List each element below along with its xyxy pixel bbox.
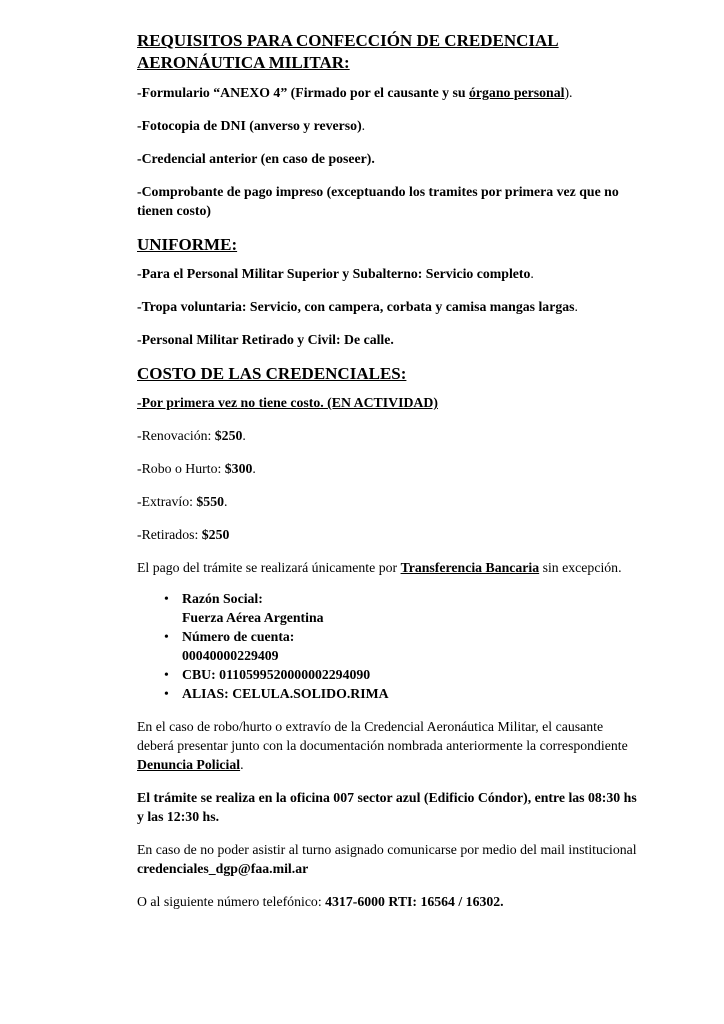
account-number-value: 00040000229409 bbox=[182, 648, 279, 663]
requirement-form-text: -Formulario “ANEXO 4” (Firmado por el causante y su bbox=[137, 85, 470, 100]
bullet-icon: • bbox=[164, 686, 169, 701]
cost-loss-value: $550 bbox=[196, 494, 224, 509]
bullet-icon: • bbox=[164, 667, 169, 682]
requirement-payment-line-1: -Comprobante de pago impreso (exceptuando los tramites por primera vez que no bbox=[137, 184, 619, 199]
uniform-superior-end: . bbox=[530, 266, 534, 281]
uniform-heading: UNIFORME: bbox=[137, 235, 238, 254]
document-title bbox=[137, 30, 697, 74]
police-report-text: Denuncia Policial bbox=[137, 757, 241, 772]
requirement-form bbox=[137, 83, 697, 102]
bullet-icon: • bbox=[164, 591, 169, 606]
contact-email-text: En caso de no poder asistir al turno asignado comunicarse por medio del mail institucional bbox=[137, 842, 637, 857]
requirement-payment-line-2: tienen costo) bbox=[137, 203, 211, 218]
requirement-payment-receipt bbox=[137, 182, 697, 220]
cost-loss bbox=[137, 492, 697, 511]
title-line-1: REQUISITOS PARA CONFECCIÓN DE CREDENCIAL bbox=[137, 31, 559, 50]
cost-renewal bbox=[137, 426, 697, 445]
contact-email bbox=[137, 840, 697, 878]
cost-retired-value: $250 bbox=[201, 527, 230, 542]
uniform-troops-end: . bbox=[574, 299, 578, 314]
office-hours bbox=[137, 788, 697, 826]
razon-social-label: Razón Social: bbox=[182, 591, 263, 606]
cost-loss-label: -Extravío: bbox=[137, 494, 197, 509]
payment-method bbox=[137, 558, 697, 577]
list-item-razon-social bbox=[137, 589, 697, 627]
requirement-form-end: ). bbox=[564, 85, 573, 100]
list-item-account-number bbox=[137, 627, 697, 665]
requirement-dni bbox=[137, 116, 697, 135]
payment-method-text: El pago del trámite se realizará únicamente por bbox=[137, 560, 401, 575]
requirement-form-underlined: órgano personal bbox=[469, 85, 565, 100]
theft-note-end: . bbox=[240, 757, 244, 772]
cbu-value: CBU: 0110599520000002294090 bbox=[182, 667, 371, 682]
contact-phone-label: O al siguiente número telefónico: bbox=[137, 894, 326, 909]
cost-theft bbox=[137, 459, 697, 478]
bullet-icon: • bbox=[164, 629, 169, 644]
office-hours-line-1: El trámite se realiza en la oficina 007 sector azul (Edificio Cóndor), entre las 08:30 hs bbox=[137, 790, 637, 805]
requirement-previous-credential: -Credencial anterior (en caso de poseer). bbox=[137, 151, 375, 166]
document-page bbox=[137, 30, 697, 925]
contact-phone-value: 4317-6000 RTI: 16564 / 16302. bbox=[325, 894, 504, 909]
office-hours-line-2: y las 12:30 hs. bbox=[137, 809, 220, 824]
theft-note bbox=[137, 717, 697, 774]
uniform-superior bbox=[137, 264, 697, 283]
list-item-alias bbox=[137, 684, 697, 703]
contact-email-address: credenciales_dgp@faa.mil.ar bbox=[137, 861, 309, 876]
requirement-dni-text: -Fotocopia de DNI (anverso y reverso) bbox=[137, 118, 362, 133]
list-item-cbu bbox=[137, 665, 697, 684]
account-number-label: Número de cuenta: bbox=[182, 629, 295, 644]
theft-note-line-1: En el caso de robo/hurto o extravío de la Credencial Aeronáutica Militar, el causante bbox=[137, 719, 604, 734]
alias-value: ALIAS: CELULA.SOLIDO.RIMA bbox=[182, 686, 389, 701]
cost-theft-label: -Robo o Hurto: bbox=[137, 461, 225, 476]
contact-phone bbox=[137, 892, 697, 911]
cost-renewal-label: -Renovación: bbox=[137, 428, 215, 443]
requirement-dni-end: . bbox=[361, 118, 366, 133]
cost-theft-value: $300 bbox=[224, 461, 253, 476]
cost-retired bbox=[137, 525, 697, 544]
razon-social-value: Fuerza Aérea Argentina bbox=[182, 610, 324, 625]
bank-details-list bbox=[137, 589, 697, 703]
cost-renewal-end: . bbox=[242, 428, 246, 443]
theft-note-line-2: deberá presentar junto con la documentación nombrada anteriormente la correspondiente bbox=[137, 738, 628, 753]
cost-loss-end: . bbox=[223, 494, 228, 509]
uniform-troops-text: -Tropa voluntaria: Servicio, con campera, corbata y camisa mangas largas bbox=[137, 299, 575, 314]
cost-first-time: -Por primera vez no tiene costo. (EN ACTIVIDAD) bbox=[137, 395, 438, 410]
cost-theft-end: . bbox=[252, 461, 256, 476]
cost-renewal-value: $250 bbox=[214, 428, 243, 443]
payment-method-end: sin excepción. bbox=[539, 560, 622, 575]
uniform-retired: -Personal Militar Retirado y Civil: De calle. bbox=[137, 332, 394, 347]
costs-heading: COSTO DE LAS CREDENCIALES: bbox=[137, 364, 407, 383]
uniform-superior-text: -Para el Personal Militar Superior y Subalterno: Servicio completo bbox=[137, 266, 531, 281]
uniform-troops bbox=[137, 297, 697, 316]
payment-method-transfer: Transferencia Bancaria bbox=[400, 560, 540, 575]
cost-retired-label: -Retirados: bbox=[137, 527, 202, 542]
title-line-2: AERONÁUTICA MILITAR: bbox=[137, 53, 350, 72]
